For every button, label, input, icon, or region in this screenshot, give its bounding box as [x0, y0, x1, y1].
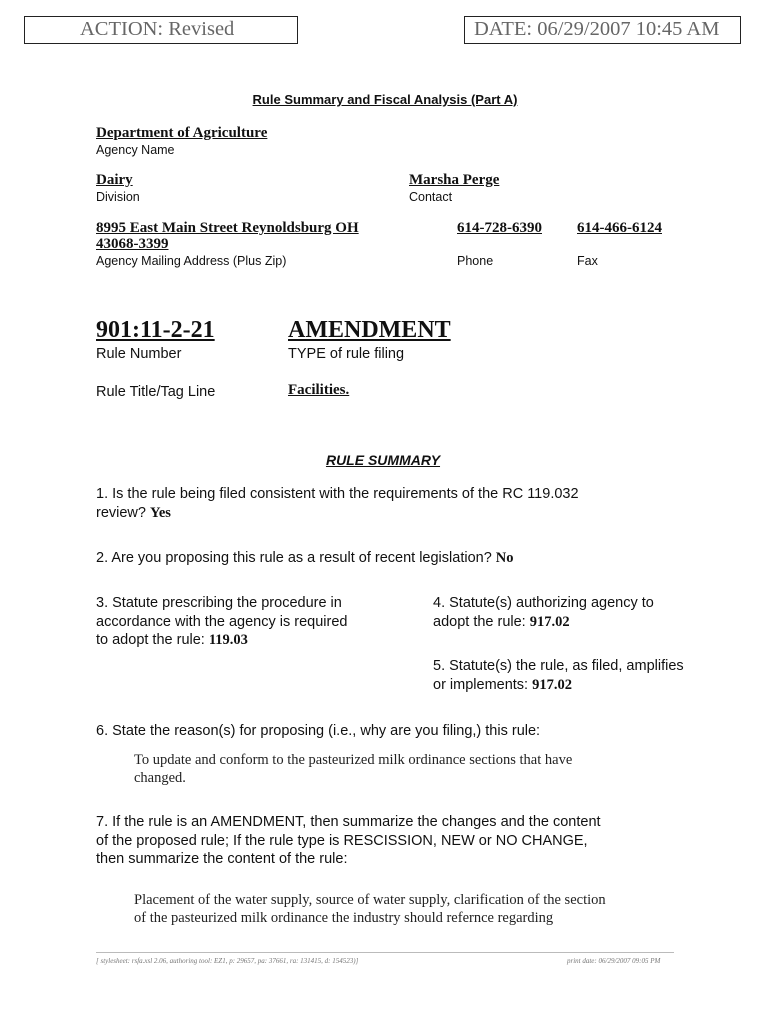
question-1-line2 — [96, 504, 696, 523]
date-box — [464, 16, 741, 44]
question-7-answer-line1: Placement of the water supply, source of water supply, clarification of the section — [134, 892, 606, 908]
question-5-line2 — [433, 676, 733, 695]
action-text: ACTION: Revised — [80, 18, 235, 40]
document-title: Rule Summary and Fiscal Analysis (Part A) — [252, 92, 518, 107]
question-1-line2-text: review? — [96, 504, 146, 521]
footer-print-date: print date: 06/29/2007 09:05 PM — [567, 957, 661, 965]
agency-name-label: Agency Name — [96, 143, 175, 157]
question-4-line1: 4. Statute(s) authorizing agency to — [433, 595, 654, 611]
action-box — [24, 16, 298, 44]
question-5-line2-text: or implements: — [433, 676, 529, 693]
question-7-answer — [134, 891, 744, 927]
question-3-line3-text: to adopt the rule: — [96, 632, 205, 648]
contact-label: Contact — [409, 190, 453, 204]
question-7-line1: 7. If the rule is an AMENDMENT, then summarize the changes and the content — [96, 814, 601, 830]
question-6-answer-line2: changed. — [134, 770, 186, 786]
rule-summary-heading-text: RULE SUMMARY — [325, 452, 441, 468]
address-label: Agency Mailing Address (Plus Zip) — [96, 254, 287, 268]
phone-value: 614-728-6390 — [457, 220, 542, 236]
question-7-answer-line2: of the pasteurized milk ordinance the industry should refernce regarding — [134, 910, 554, 926]
question-6: 6. State the reason(s) for proposing (i.e., why are you filing,) this rule: — [96, 723, 541, 739]
question-5-answer: 917.02 — [532, 676, 572, 693]
rule-type: AMENDMENT — [288, 317, 451, 343]
agency-name: Department of Agriculture — [96, 125, 268, 141]
question-4-answer: 917.02 — [529, 613, 570, 630]
question-4 — [433, 594, 733, 631]
question-2 — [96, 549, 716, 568]
phone-label: Phone — [457, 254, 494, 268]
division-value: Dairy — [96, 172, 133, 188]
question-4-line2 — [433, 613, 733, 632]
question-1-line1: 1. Is the rule being filed consistent with the requirements of the RC 119.032 — [96, 486, 579, 502]
question-1-answer: Yes — [150, 504, 171, 521]
question-3-line3 — [96, 631, 416, 650]
question-1 — [96, 485, 696, 522]
question-7-line3: then summarize the content of the rule: — [96, 851, 348, 867]
rule-type-label: TYPE of rule filing — [288, 346, 405, 362]
question-3-line2: accordance with the agency is required — [96, 613, 348, 630]
question-3 — [96, 594, 416, 650]
rule-number-label: Rule Number — [96, 346, 182, 362]
question-5 — [433, 657, 733, 694]
fax-value: 614-466-6124 — [577, 220, 662, 236]
question-7-line2: of the proposed rule; If the rule type is RESCISSION, NEW or NO CHANGE, — [96, 832, 588, 849]
rule-summary-heading — [0, 452, 770, 468]
question-3-answer: 119.03 — [208, 632, 248, 648]
fax-label: Fax — [577, 254, 598, 268]
question-3-line1: 3. Statute prescribing the procedure in — [96, 595, 342, 611]
rule-title-label: Rule Title/Tag Line — [96, 384, 216, 400]
question-2-answer: No — [495, 550, 514, 566]
rule-title-value: Facilities. — [288, 382, 350, 398]
contact-value: Marsha Perge — [409, 172, 500, 188]
question-2-text: 2. Are you proposing this rule as a result of recent legislation? — [96, 550, 492, 566]
footer-rule — [96, 952, 674, 953]
question-6-answer — [134, 751, 734, 787]
date-text: DATE: 06/29/2007 10:45 AM — [474, 18, 720, 40]
question-4-line2-text: adopt the rule: — [433, 613, 526, 630]
footer-stylesheet-info: [ stylesheet: rsfa.xsl 2.06, authoring tool: EZ1, p: 29657, pa: 37661, ra: 131415, d: 154523)] — [96, 957, 359, 965]
question-7 — [96, 813, 736, 869]
address-line2: 43068-3399 — [96, 236, 169, 252]
address-line1: 8995 East Main Street Reynoldsburg OH — [96, 220, 359, 236]
question-6-answer-line1: To update and conform to the pasteurized milk ordinance sections that have — [134, 752, 573, 768]
rule-number: 901:11-2-21 — [96, 317, 215, 343]
division-label: Division — [96, 190, 140, 204]
question-5-line1: 5. Statute(s) the rule, as filed, amplifies — [433, 658, 684, 674]
